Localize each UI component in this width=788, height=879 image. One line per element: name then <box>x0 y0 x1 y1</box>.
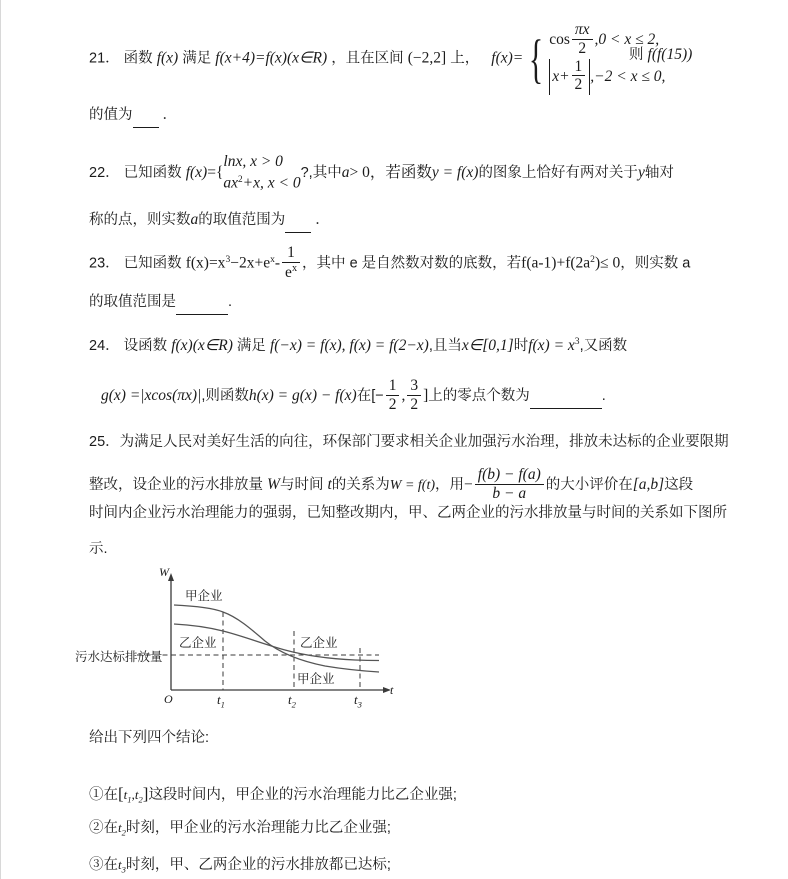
q23-line-1 <box>89 245 771 283</box>
x-tick-t1-base: t <box>217 692 221 707</box>
conclusion-2-marker: ② <box>89 820 104 836</box>
q21-number: 21． <box>89 50 120 67</box>
q21-fx: f(x) <box>156 49 179 67</box>
question-25 <box>89 432 771 454</box>
q25-line2-d: ，用 <box>435 477 465 494</box>
q23-f2-sup: 2 <box>590 253 595 265</box>
conclusion-3-prefix: 在 <box>103 857 118 873</box>
question-21 <box>89 22 771 95</box>
x-tick-t1-sub: 1 <box>220 699 225 710</box>
q25-line3-text: 时间内企业污水治理能力的强弱，已知整改期内，甲、乙两企业的污水排放量与时间的关系如下图所 <box>89 505 727 521</box>
conclusion-1-marker: ① <box>89 787 104 803</box>
q23-frac <box>282 244 300 282</box>
q21-qiezai: ，且在区间 <box>331 50 404 67</box>
q21-tail <box>629 43 692 67</box>
q23-sup-2: x <box>270 253 275 265</box>
q22-lead: 已知函数 <box>123 165 182 182</box>
q25-line2-e: 的大小评价在 <box>545 477 633 494</box>
q25-eq: W = f(t) <box>389 478 436 494</box>
q23-f2-close: ) <box>594 254 601 272</box>
conclusion-2-t <box>118 820 126 838</box>
q21-case2-den: 2 <box>574 76 583 94</box>
q25-line-2 <box>89 467 771 504</box>
x-tick-t3-sub: 3 <box>357 699 362 710</box>
q24-qiedang: ,且当 <box>428 338 462 354</box>
q25-line2-b: 与时间 <box>279 477 324 494</box>
conclusions-prompt-text: 给出下列四个结论: <box>89 730 210 746</box>
conclusion-3-text: 时刻，甲、乙两企业的污水排放都已达标; <box>125 857 391 873</box>
q23-lead: 已知函数 <box>123 255 182 272</box>
conclusion-1-t1-base: t <box>123 787 128 802</box>
annotation-yi-right: 乙企业 <box>300 636 338 650</box>
conclusion-2-t-base: t <box>118 820 122 835</box>
q21-ze: 则 <box>629 47 644 63</box>
q22-cond-a: > 0，若函数 <box>349 164 432 182</box>
q24-frac-1 <box>386 377 400 414</box>
q21-line-2 <box>89 105 771 128</box>
q22-line2-mid: 的取值范围为 <box>198 212 286 228</box>
q23-line2-prefix: 的取值范围是 <box>89 294 176 310</box>
q25-minus: − <box>464 476 473 494</box>
conclusion-1-t2-base: t <box>134 787 139 802</box>
q23-f2-open: (2a <box>570 254 591 272</box>
q23-f1: f(a-1)+f <box>521 254 571 272</box>
x-tick-t2-sub: 2 <box>291 699 296 710</box>
q23-frac-den <box>282 263 300 282</box>
q23-frac-den-base: e <box>285 263 292 281</box>
q21-brace: { <box>529 29 544 90</box>
conclusion-1-t1 <box>123 787 132 805</box>
q24-frac2-den: 2 <box>410 395 419 413</box>
q22-equals: ={ <box>207 164 224 182</box>
q25-line2-f: 这段 <box>664 477 694 494</box>
q25-line4-text: 示. <box>89 541 108 557</box>
q21-interval: (−2,2] <box>407 49 447 67</box>
q22-fx: f(x) <box>185 164 208 182</box>
q23-tail: ，则实数 a <box>620 255 691 272</box>
conclusion-1-t1-sub: 1 <box>127 794 132 805</box>
q21-case2-frac <box>572 58 586 95</box>
q21-case2-num: 1 <box>572 58 586 77</box>
q23-line-2 <box>89 292 771 315</box>
q22-line2-suffix: ． <box>315 212 330 228</box>
question-23 <box>89 245 771 283</box>
q23-le: ≤ 0 <box>600 254 621 272</box>
q21-manzu: 满足 <box>182 50 212 67</box>
q25-line-3 <box>89 503 771 525</box>
q24-eq-1: f(−x) = f(x), f(x) = f(2−x) <box>269 337 429 354</box>
q24-line2-mid: ,则函数 <box>201 388 249 405</box>
q25-line2-c: 的关系为 <box>331 477 390 494</box>
q22-case-1: lnx, x > 0 <box>223 153 283 170</box>
q23-qizhong: ，其中 e 是自然数对数的底数，若 <box>302 255 522 272</box>
conclusion-1-comma: , <box>131 787 135 802</box>
q24-x-in: x∈[0,1] <box>461 337 514 354</box>
q21-case1-frac <box>572 21 593 58</box>
q21-eq-periodic: f(x+4)=f(x)(x∈R) <box>215 49 328 67</box>
q23-expr-head: f(x)=x <box>185 254 226 272</box>
q22-line-1 <box>89 152 771 195</box>
q22-line-2 <box>89 208 771 233</box>
q25-frac <box>475 466 544 503</box>
conclusion-1-t2-sub: 2 <box>138 794 143 805</box>
q22-number: 22． <box>89 165 120 182</box>
q23-sup-1: 3 <box>225 253 231 265</box>
q24-frac2-num: 3 <box>407 377 421 396</box>
q24-shi: 时 <box>513 338 529 354</box>
q25-number: 25． <box>89 434 120 450</box>
annotation-yi-left: 乙企业 <box>179 636 217 650</box>
q23-expr-mid: −2x+e <box>230 254 271 272</box>
q21-shang: 上， <box>450 50 480 67</box>
q22-y-eq: y = f(x) <box>431 164 479 182</box>
q24-number: 24． <box>89 338 120 354</box>
conclusions-prompt <box>89 728 771 750</box>
conclusion-3-t-sub: 3 <box>121 864 126 875</box>
q23-answer-blank[interactable] <box>176 292 228 315</box>
q24-h: h(x) = g(x) − f(x) <box>248 387 357 405</box>
q23-frac-num: 1 <box>282 244 300 263</box>
q24-g: g(x) =|xcos(πx)| <box>101 387 202 405</box>
q24-line2-suffix: . <box>601 388 606 405</box>
q24-frac1-den: 2 <box>388 395 397 413</box>
q21-case1-cond: ,0 < x ≤ 2, <box>594 30 660 48</box>
q21-case1-den: 2 <box>578 39 587 57</box>
q24-line-1 <box>89 334 771 358</box>
q21-line2-prefix: 的值为 <box>89 107 133 123</box>
origin-label: O <box>164 692 173 706</box>
x-tick-t3 <box>354 692 362 710</box>
q25-t: t <box>327 476 332 494</box>
q22-after-brace: ?,其中 <box>300 165 342 182</box>
q21-tail-expr: f(f(15)) <box>647 46 693 63</box>
x-tick-t2-base: t <box>288 692 292 707</box>
q21-case1-num: πx <box>572 21 593 40</box>
q25-W: W <box>267 476 280 494</box>
q25-line-4 <box>89 539 771 561</box>
q25-line-1 <box>89 432 771 454</box>
x-tick-t3-base: t <box>354 692 358 707</box>
q21-case2-head: x+ <box>552 67 570 85</box>
q21-answer-blank[interactable] <box>133 105 159 128</box>
y-axis-label: W <box>159 565 169 579</box>
q21-case1-head: cos <box>549 30 570 48</box>
x-axis-label: t <box>390 683 394 697</box>
conclusion-3-marker: ③ <box>89 857 104 873</box>
conclusion-2-prefix: 在 <box>103 820 118 836</box>
conclusion-2-text: 时刻，甲企业的污水治理能力比乙企业强; <box>125 820 391 836</box>
pollution-emission-chart <box>75 565 405 715</box>
q22-tail: 的图象上恰好有两对关于 <box>478 165 638 182</box>
annotation-jia-bottom: 甲企业 <box>297 672 335 686</box>
x-tick-t1 <box>217 692 225 710</box>
question-22 <box>89 152 771 195</box>
q22-var-a: a <box>341 164 350 182</box>
q24-line-2 <box>101 378 783 415</box>
q24-frac1-num: 1 <box>386 377 400 396</box>
question-24 <box>89 334 771 358</box>
q25-frac-num: f(b) − f(a) <box>475 466 544 485</box>
q22-case2-a: ax <box>223 174 239 192</box>
q21-line2-suffix: ． <box>162 107 178 123</box>
q25-line1-text: 为满足人民对美好生活的向往，环保部门要求相关企业加强污水治理，排放未达标的企业要限期 <box>119 434 729 450</box>
x-tick-t2 <box>288 692 296 710</box>
q25-ab: [a,b] <box>632 476 665 494</box>
q22-case2-sup: 2 <box>238 173 243 184</box>
q22-tail2: 轴对 <box>644 165 674 182</box>
q24-tail: ,又函数 <box>579 338 628 354</box>
q24-lead: 设函数 <box>123 338 168 354</box>
annotation-jia-top: 甲企业 <box>185 589 223 603</box>
conclusion-1-text: 这段时间内，甲企业的污水治理能力比乙企业强; <box>148 787 457 803</box>
q22-case-2 <box>223 173 300 195</box>
conclusion-1-bracket-close: ] <box>142 784 149 803</box>
q21-case2-abs <box>549 59 590 96</box>
q25-line2-a: 整改，设企业的污水排放量 <box>89 477 263 494</box>
conclusion-3-t-base: t <box>118 857 122 872</box>
q24-frac-2 <box>407 377 421 414</box>
q23-number: 23． <box>89 255 120 272</box>
conclusion-item-1 <box>89 781 771 807</box>
q21-fx-equals: f(x)= <box>491 49 524 67</box>
q24-frac-comma: , <box>401 387 406 405</box>
q21-case2-cond: ,−2 < x ≤ 0, <box>590 67 666 85</box>
q22-line2-prefix: 称的点，则实数 <box>89 212 191 228</box>
q24-fx-domain: f(x)(x∈R) <box>171 337 233 354</box>
q24-eq2-sup: 3 <box>574 336 580 348</box>
q21-lead: 函数 <box>123 50 153 67</box>
conclusion-1-bracket-open: [ <box>118 784 124 803</box>
conclusion-2-t-sub: 2 <box>121 827 126 838</box>
q22-answer-blank[interactable] <box>285 210 311 233</box>
conclusion-1-t2 <box>134 787 143 805</box>
conclusion-item-3 <box>89 855 771 877</box>
q22-line2-a: a <box>190 211 199 228</box>
conclusion-item-2 <box>89 818 771 840</box>
q24-bracket: ] <box>423 387 429 405</box>
conclusion-1-prefix: 在 <box>103 787 118 803</box>
conclusion-3-t <box>118 857 126 875</box>
q24-zai: 在[− <box>356 388 384 405</box>
q24-manzu: 满足 <box>236 338 266 354</box>
q22-case2-rest: +x, x < 0 <box>242 174 301 192</box>
q22-axis-y: y <box>637 164 645 182</box>
q25-frac-den: b − a <box>492 484 527 502</box>
q23-expr-minus: - <box>274 254 281 272</box>
q24-line2-tail: 上的零点个数为 <box>428 388 530 405</box>
q23-frac-den-sup: x <box>291 262 298 274</box>
q23-line2-suffix: . <box>228 294 233 310</box>
threshold-label: 污水达标排放量 <box>75 650 163 664</box>
q24-answer-blank[interactable] <box>530 386 602 409</box>
q24-eq2-head: f(x) = x <box>528 337 575 354</box>
q22-cases <box>223 152 300 195</box>
